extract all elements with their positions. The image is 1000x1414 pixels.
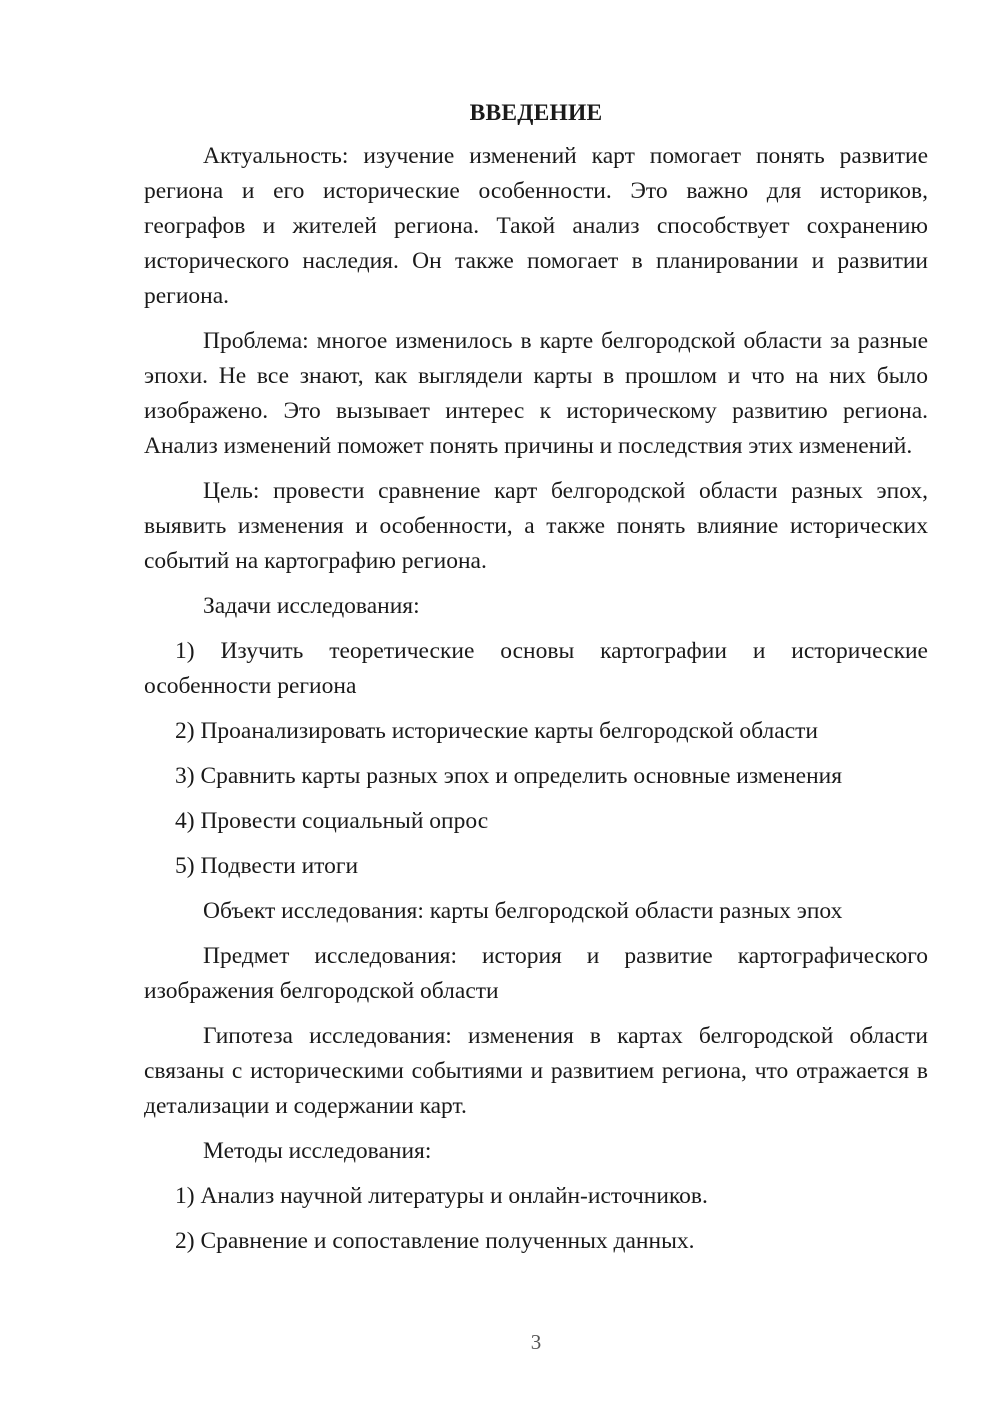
page-content <box>144 96 928 1269</box>
task-item: 3) Сравнить карты разных эпох и определить основные изменения <box>175 763 843 789</box>
method-item: 1) Анализ научной литературы и онлайн-источников. <box>175 1183 708 1209</box>
relevance-paragraph: Актуальность: изучение изменений карт помогает понять развитие региона и его исторические особенности. Это важно для историков, географов и жителей региона. Такой анализ способствует сохранению исторического наследия. Он также помогает в планировании и развитии региона. <box>144 143 928 309</box>
object-paragraph: Объект исследования: карты белгородской области разных эпох <box>203 898 843 924</box>
methods-heading: Методы исследования: <box>203 1138 432 1164</box>
subject-paragraph: Предмет исследования: история и развитие картографического изображения белгородской области <box>144 943 928 1004</box>
page-number: 3 <box>530 1330 542 1354</box>
task-item: 4) Провести социальный опрос <box>175 808 489 834</box>
method-item: 2) Сравнение и сопоставление полученных данных. <box>175 1228 695 1254</box>
hypothesis-paragraph: Гипотеза исследования: изменения в картах белгородской области связаны с историческими событиями и развитием региона, что отражается в детализации и содержании карт. <box>144 1023 928 1119</box>
goal-paragraph: Цель: провести сравнение карт белгородской области разных эпох, выявить изменения и особенности, а также понять влияние исторических событий на картографию региона. <box>144 478 928 574</box>
problem-paragraph: Проблема: многое изменилось в карте белгородской области за разные эпохи. Не все знают, как выглядели карты в прошлом и что на них было изображено. Это вызывает интерес к историческому развитию региона. Анализ изменений поможет понять причины и последствия этих изменений. <box>144 328 928 459</box>
tasks-heading: Задачи исследования: <box>203 593 420 619</box>
task-item: 1) Изучить теоретические основы картографии и исторические особенности региона <box>144 638 928 699</box>
task-item: 2) Проанализировать исторические карты белгородской области <box>175 718 818 744</box>
section-title: ВВЕДЕНИЕ <box>469 100 603 126</box>
task-item: 5) Подвести итоги <box>175 853 359 879</box>
